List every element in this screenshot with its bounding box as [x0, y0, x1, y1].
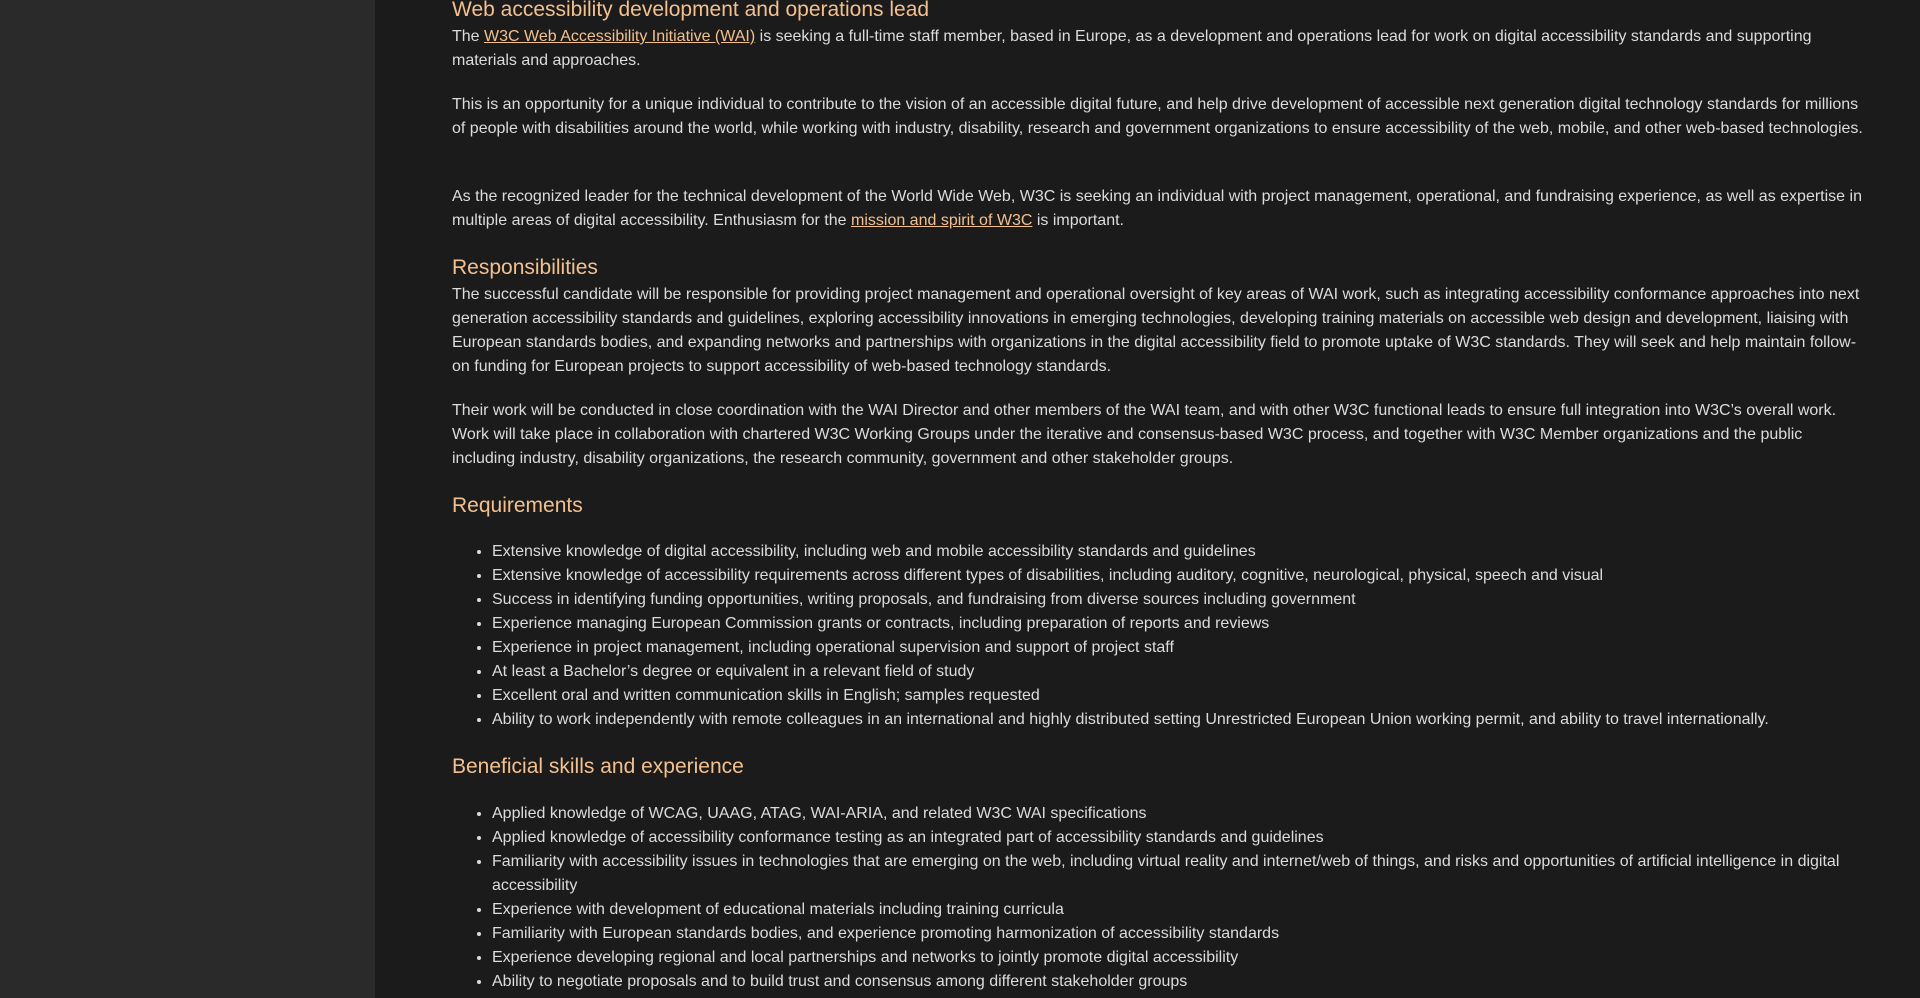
sidebar [0, 0, 375, 998]
list-item: • Experience developing regional and local partnerships and networks to jointly promote digital accessibility [492, 946, 1864, 970]
list-item: • Experience managing European Commission grants or contracts, including preparation of reports and reviews [492, 612, 1864, 636]
requirements-list [452, 540, 1864, 732]
responsibilities-heading: Responsibilities [452, 256, 598, 279]
list-item: • Ability to negotiate proposals and to build trust and consensus among different stakeholder groups [492, 970, 1864, 994]
intro-paragraph [452, 25, 1864, 73]
responsibilities-paragraph-1: The successful candidate will be responsible for providing project management and operational oversight of key areas of WAI work, such as integrating accessibility conformance approaches into next generation accessibility standards and guidelines, exploring accessibility innovations in emerging technologies, developing training materials on accessible web design and development, liaising with European standards bodies, and expanding networks and partnerships with organizations in the digital accessibility field to promote uptake of W3C standards. They will seek and help maintain follow-on funding for European projects to support accessibility of web-based technology standards. [452, 286, 1860, 375]
opportunity-paragraph: This is an opportunity for a unique individual to contribute to the vision of an accessible digital future, and help drive development of accessible next generation digital technology standards for millions of people with disabilities around the world, while working with industry, disability, research and government organizations to ensure accessibility of the web, mobile, and other web-based technologies. [452, 96, 1863, 137]
list-item: • Excellent oral and written communication skills in English; samples requested [492, 684, 1864, 708]
main-content-area [375, 0, 1920, 998]
intro-suffix: is seeking a full-time staff member, based in Europe, as a development and operations lead for work on digital accessibility standards and supporting materials and approaches. [452, 28, 1812, 69]
list-item: • Experience in project management, including operational supervision and support of project staff [492, 636, 1864, 660]
list-item: • Applied knowledge of WCAG, UAAG, ATAG, WAI-ARIA, and related W3C WAI specifications [492, 802, 1864, 826]
wai-link[interactable]: W3C Web Accessibility Initiative (WAI) [484, 28, 756, 45]
requirements-heading: Requirements [452, 494, 583, 517]
list-item: • Familiarity with European standards bodies, and experience promoting harmonization of accessibility standards [492, 922, 1864, 946]
list-item: • Extensive knowledge of accessibility requirements across different types of disabilities, including auditory, cognitive, neurological, physical, speech and visual [492, 564, 1864, 588]
beneficial-heading: Beneficial skills and experience [452, 755, 744, 778]
list-item: • Extensive knowledge of digital accessibility, including web and mobile accessibility standards and guidelines [492, 540, 1864, 564]
intro-prefix: The [452, 28, 485, 45]
list-item: • Ability to work independently with remote colleagues in an international and highly distributed setting Unrestricted European Union working permit, and ability to travel internationally. [492, 708, 1864, 732]
list-item: • Familiarity with accessibility issues in technologies that are emerging on the web, including virtual reality and internet/web of things, and risks and opportunities of artificial intelligence in digital accessibility [492, 850, 1864, 898]
list-item: • At least a Bachelor’s degree or equivalent in a relevant field of study [492, 660, 1864, 684]
list-item: • Applied knowledge of accessibility conformance testing as an integrated part of accessibility standards and guidelines [492, 826, 1864, 850]
leader-paragraph [452, 185, 1864, 233]
mission-link[interactable]: mission and spirit of W3C [851, 212, 1033, 229]
leader-prefix: As the recognized leader for the technical development of the World Wide Web, W3C is seeking an individual with project management, operational, and fundraising experience, as well as expertise in multiple areas of digital accessibility. Enthusiasm for the [452, 188, 1862, 229]
page-title: Web accessibility development and operations lead [452, 0, 930, 21]
list-item: • Experience with development of educational materials including training curricula [492, 898, 1864, 922]
list-item: • Success in identifying funding opportunities, writing proposals, and fundraising from diverse sources including government [492, 588, 1864, 612]
responsibilities-paragraph-2: Their work will be conducted in close coordination with the WAI Director and other members of the WAI team, and with other W3C functional leads to ensure full integration into W3C’s overall work. Work will take place in collaboration with chartered W3C Working Groups under the iterative and consensus-based W3C process, and together with W3C Member organizations and the public including industry, disability organizations, the research community, government and other stakeholder groups. [452, 402, 1837, 467]
beneficial-list [452, 802, 1864, 994]
leader-suffix: is important. [1032, 212, 1124, 229]
